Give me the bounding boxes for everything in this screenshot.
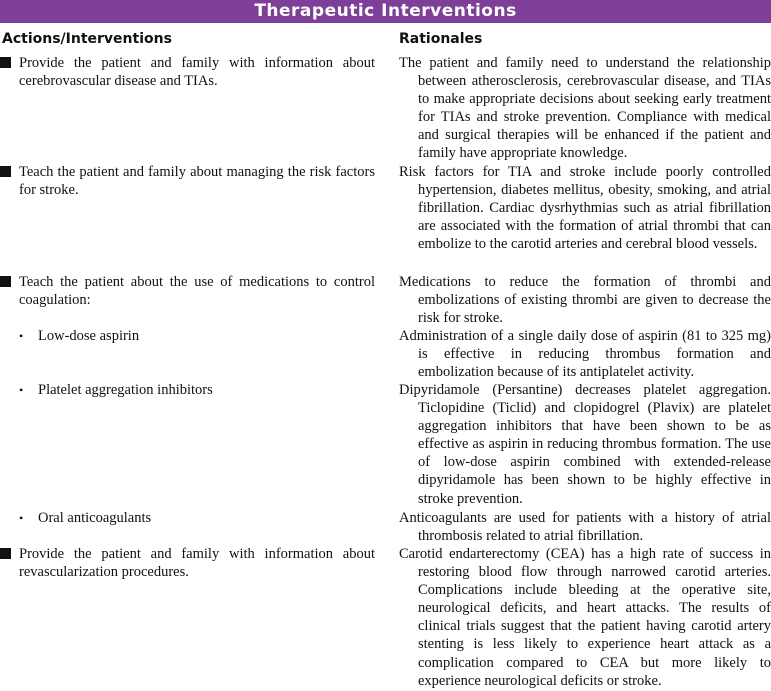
action-text: Oral anticoagulants: [38, 510, 152, 526]
action-text: Teach the patient and family about managing the risk factors for stroke.: [19, 164, 375, 199]
bullet-dot-icon: •: [19, 329, 24, 343]
action-cell: [0, 545, 375, 581]
rationale-cell: Carotid endarterectomy (CEA) has a high rate of success in restoring blood flow through narrowed carotid arteries. Complications include bleeding at the operative site, neurological deficits, and heart attacks. The results of clinical trials suggest that the patient having carotid artery stenting is less likely to experience heart attack as a complication compared to CEA but more likely to experience neurological deficits or stroke.: [399, 546, 771, 689]
bullet-square-icon: [0, 166, 11, 177]
bullet-square-icon: [0, 57, 11, 68]
action-text: Teach the patient about the use of medications to control coagulation:: [19, 274, 375, 309]
action-cell: [0, 509, 375, 527]
action-cell: [0, 327, 375, 345]
bullet-square-icon: [0, 548, 11, 559]
actions-column-header: Actions/Interventions: [2, 31, 172, 47]
action-cell: [0, 163, 375, 199]
bullet-dot-icon: •: [19, 511, 24, 525]
rationales-column-header: Rationales: [399, 31, 483, 47]
action-text: Platelet aggregation inhibitors: [38, 382, 213, 398]
bullet-square-icon: [0, 276, 11, 287]
action-cell: [0, 381, 375, 399]
section-banner: Therapeutic Interventions: [0, 0, 771, 23]
rationale-cell: The patient and family need to understand the relationship between atherosclerosis, cerebrovascular disease, and TIAs to make appropriate decisions about seeking early treatment for TIAs and stroke prevention. Compliance with medical and surgical therapies will be enhanced if the patient and family have appropriate knowledge.: [399, 55, 771, 162]
action-cell: [0, 54, 375, 90]
bullet-dot-icon: •: [19, 383, 24, 397]
action-cell: [0, 273, 375, 309]
action-text: Provide the patient and family with information about revascularization procedures.: [19, 546, 375, 581]
rationale-cell: Administration of a single daily dose of aspirin (81 to 325 mg) is effective in reducing thrombus formation and embolization because of its antiplatelet activity.: [399, 328, 771, 381]
action-text: Low-dose aspirin: [38, 328, 140, 344]
rationale-cell: Risk factors for TIA and stroke include poorly controlled hypertension, diabetes mellitus, obesity, smoking, and atrial fibrillation. Cardiac dysrhythmias such as atrial fibrillation are associated with the formation of atrial thrombi that can embolize to the carotid arteries and cerebral blood vessels.: [399, 164, 771, 253]
rationale-cell: Medications to reduce the formation of thrombi and embolizations of existing thrombi are given to decrease the risk for stroke.: [399, 274, 771, 327]
action-text: Provide the patient and family with information about cerebrovascular disease and TIAs.: [19, 55, 375, 90]
rationale-cell: Anticoagulants are used for patients with a history of atrial thrombosis related to atrial fibrillation.: [399, 510, 771, 545]
rationale-cell: Dipyridamole (Persantine) decreases platelet aggregation. Ticlopidine (Ticlid) and clopidogrel (Plavix) are platelet aggregation inhibitors that have been shown to be as effective as aspirin in reducing thrombus formation. The use of low-dose aspirin combined with extended-release dipyridamole has been shown to be highly effective in stroke prevention.: [399, 382, 771, 507]
